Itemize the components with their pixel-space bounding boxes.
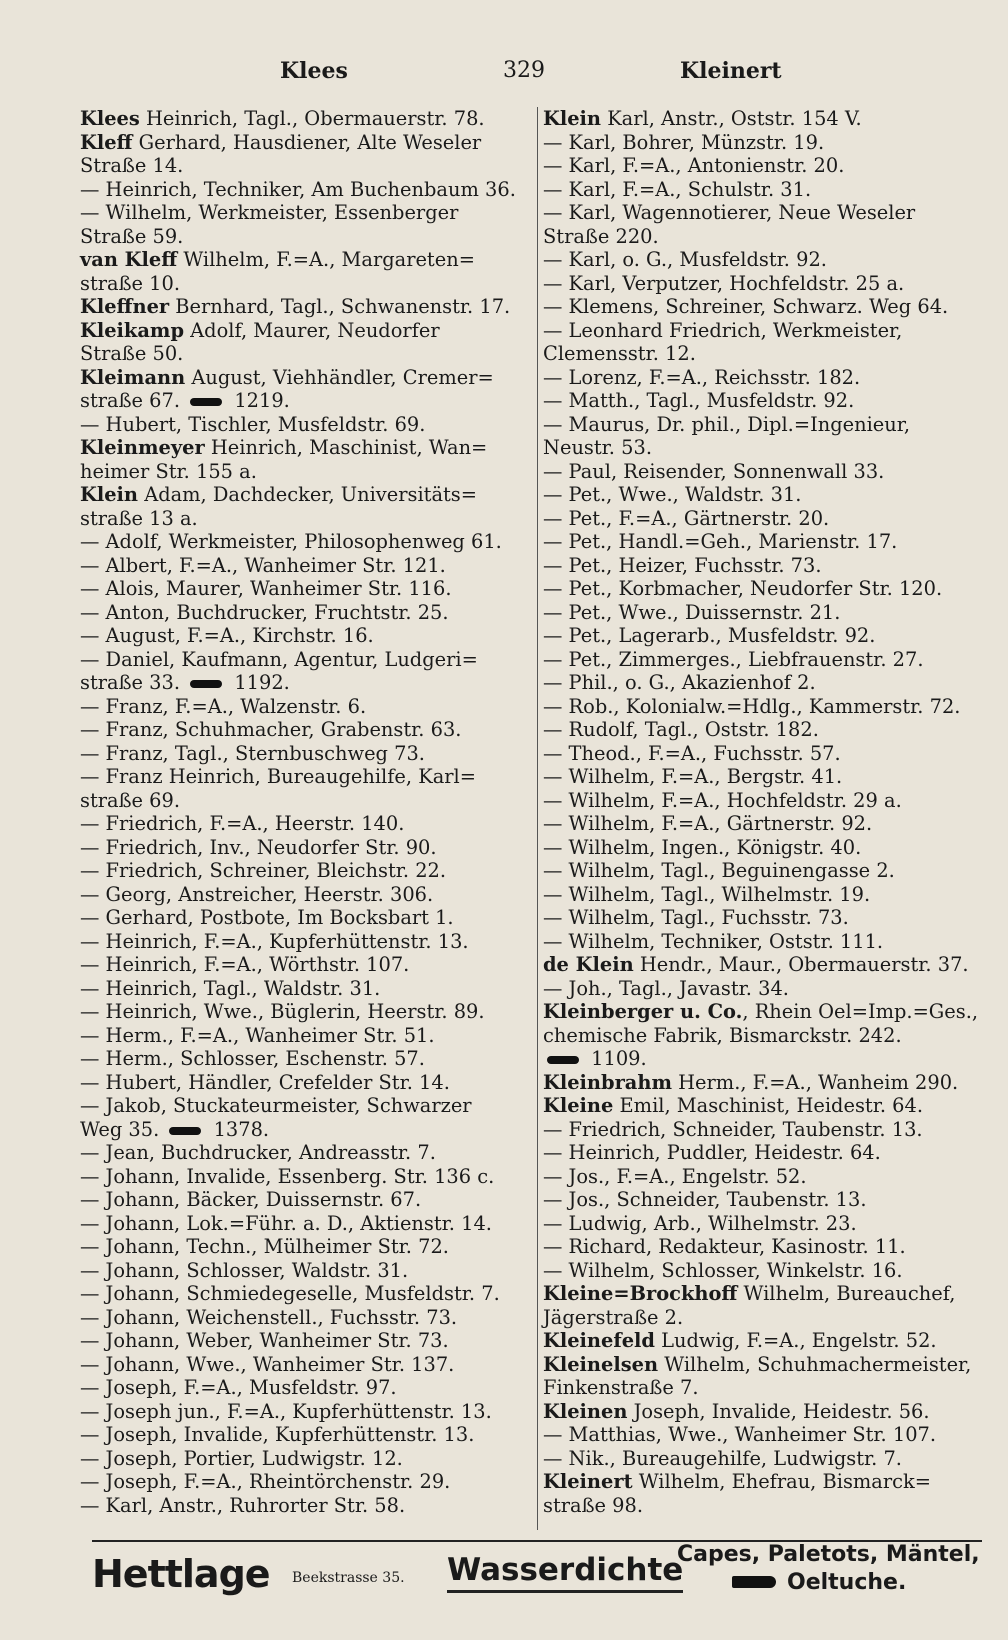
directory-entry xyxy=(543,789,983,813)
column-divider xyxy=(537,107,538,1530)
directory-entry xyxy=(80,1024,510,1048)
entry-line: — Heinrich, Techniker, Am Buchenbaum 36. xyxy=(80,177,516,201)
directory-entry xyxy=(80,131,510,178)
directory-entry xyxy=(543,742,983,766)
page-number: 329 xyxy=(503,58,545,83)
directory-entry xyxy=(80,624,510,648)
pointing-hand-icon xyxy=(732,1576,776,1588)
entry-surname: de Klein xyxy=(543,953,634,976)
page-header xyxy=(0,58,1008,98)
ad-slogan: Wasserdichte xyxy=(447,1552,683,1593)
entry-line: — Wilhelm, Tagl., Beguinengasse 2. xyxy=(543,859,895,882)
entry-line: Kleimann August, Viehhändler, Cremer= xyxy=(80,365,494,389)
entry-line: — Gerhard, Postbote, Im Bocksbart 1. xyxy=(80,906,454,929)
entry-line: Kleinmeyer Heinrich, Maschinist, Wan= xyxy=(80,436,488,459)
directory-entry xyxy=(80,1094,510,1141)
directory-entry xyxy=(543,107,983,131)
directory-entry xyxy=(543,1165,983,1189)
entry-line: — Joh., Tagl., Javastr. 34. xyxy=(543,976,789,1000)
entry-line: — Herm., Schlosser, Eschenstr. 57. xyxy=(80,1047,425,1070)
directory-entry xyxy=(80,1329,510,1353)
entry-line: — Rob., Kolonialw.=Hdlg., Kammerstr. 72. xyxy=(543,694,961,718)
directory-entry xyxy=(543,1118,983,1142)
entry-line: — Karl, o. G., Musfeldstr. 92. xyxy=(543,248,827,271)
directory-entry xyxy=(80,1447,510,1471)
directory-entry xyxy=(543,1470,983,1517)
entry-line: — Friedrich, F.=A., Heerstr. 140. xyxy=(80,812,405,835)
entry-line: — Johann, Wwe., Wanheimer Str. 137. xyxy=(80,1352,455,1376)
directory-entry xyxy=(543,389,983,413)
directory-entry xyxy=(543,695,983,719)
entry-line: — Pet., Heizer, Fuchsstr. 73. xyxy=(543,553,822,577)
directory-entry xyxy=(80,1188,510,1212)
directory-entry xyxy=(543,577,983,601)
left-column xyxy=(80,107,516,1517)
entry-line: Kleinefeld Ludwig, F.=A., Engelstr. 52. xyxy=(543,1329,937,1352)
directory-entry xyxy=(80,1000,510,1024)
entry-line: — Anton, Buchdrucker, Fruchtstr. 25. xyxy=(80,600,449,624)
directory-entry xyxy=(80,577,510,601)
entry-line: — Friedrich, Schreiner, Bleichstr. 22. xyxy=(80,859,447,882)
directory-entry xyxy=(543,154,983,178)
entry-line: — Pet., Korbmacher, Neudorfer Str. 120. xyxy=(543,577,943,600)
entry-line: Klein Karl, Anstr., Oststr. 154 V. xyxy=(543,107,862,130)
entry-line: — Pet., F.=A., Gärtnerstr. 20. xyxy=(543,506,830,530)
directory-entry xyxy=(543,201,983,248)
directory-entry xyxy=(80,295,510,319)
directory-entry xyxy=(543,507,983,531)
directory-entry xyxy=(80,1282,510,1306)
entry-line: van Kleff Wilhelm, F.=A., Margareten= xyxy=(80,248,475,271)
directory-entry xyxy=(543,765,983,789)
directory-entry xyxy=(80,1212,510,1236)
directory-entry xyxy=(543,1259,983,1283)
entry-line: — Franz, F.=A., Walzenstr. 6. xyxy=(80,694,367,718)
directory-entry xyxy=(543,836,983,860)
entry-line: — Wilhelm, Techniker, Oststr. 111. xyxy=(543,929,884,953)
entry-line: — Johann, Weichenstell., Fuchsstr. 73. xyxy=(80,1305,458,1329)
entry-line: — Karl, F.=A., Antonienstr. 20. xyxy=(543,154,845,177)
directory-entry xyxy=(543,906,983,930)
entry-line: — Karl, Wagennotierer, Neue Weseler xyxy=(543,201,916,224)
directory-entry xyxy=(543,248,983,272)
directory-entry xyxy=(543,483,983,507)
entry-line: — Johann, Schlosser, Waldstr. 31. xyxy=(80,1258,409,1282)
directory-entry xyxy=(80,107,510,131)
entry-line: — Jakob, Stuckateurmeister, Schwarzer xyxy=(80,1094,472,1117)
entry-line: Kleinert Wilhelm, Ehefrau, Bismarck= xyxy=(543,1470,931,1493)
directory-entry xyxy=(80,554,510,578)
entry-line: Weg 35. 1378. xyxy=(80,1117,270,1141)
entry-line: chemische Fabrik, Bismarckstr. 242. xyxy=(543,1023,902,1047)
entry-line: Straße 220. xyxy=(543,224,659,248)
directory-entry xyxy=(80,530,510,554)
entry-line: straße 33. 1192. xyxy=(80,671,290,694)
entry-line: — Wilhelm, Tagl., Fuchsstr. 73. xyxy=(543,906,849,929)
entry-line: — Karl, Verputzer, Hochfeldstr. 25 a. xyxy=(543,271,905,295)
directory-entry xyxy=(80,1259,510,1283)
entry-surname: Kleikamp xyxy=(80,318,184,342)
entry-line: — Pet., Handl.=Geh., Marienstr. 17. xyxy=(543,530,898,553)
entry-line: — Adolf, Werkmeister, Philosophenweg 61. xyxy=(80,530,502,553)
entry-surname: Kleimann xyxy=(80,365,186,389)
directory-entry xyxy=(543,883,983,907)
entry-surname: Kleinen xyxy=(543,1399,628,1423)
directory-entry xyxy=(543,1423,983,1447)
entry-surname: Kleinert xyxy=(543,1470,633,1493)
entry-line: Kleff Gerhard, Hausdiener, Alte Weseler xyxy=(80,130,482,154)
entry-line: — Friedrich, Schneider, Taubenstr. 13. xyxy=(543,1117,923,1141)
entry-line: — Daniel, Kaufmann, Agentur, Ludgeri= xyxy=(80,647,478,671)
advertisement xyxy=(92,1540,982,1602)
entry-line: — August, F.=A., Kirchstr. 16. xyxy=(80,624,374,647)
directory-entry xyxy=(80,953,510,977)
entry-line: straße 10. xyxy=(80,271,181,295)
entry-line: — Klemens, Schreiner, Schwarz. Weg 64. xyxy=(543,295,949,318)
directory-entry xyxy=(543,624,983,648)
directory-entry xyxy=(80,1400,510,1424)
directory-entry xyxy=(80,177,516,202)
entry-line: — Jos., Schneider, Taubenstr. 13. xyxy=(543,1188,867,1211)
entry-surname: Kleinelsen xyxy=(543,1352,659,1376)
directory-entry xyxy=(543,530,983,554)
entry-line: — Wilhelm, F.=A., Hochfeldstr. 29 a. xyxy=(543,788,902,812)
directory-entry xyxy=(543,295,983,319)
directory-entry xyxy=(80,1165,510,1189)
directory-entry xyxy=(543,1000,983,1071)
header-left-keyword: Klees xyxy=(280,58,348,84)
directory-entry xyxy=(543,554,983,578)
directory-entry xyxy=(80,718,510,742)
entry-line: Kleinberger u. Co., Rhein Oel=Imp.=Ges., xyxy=(543,1000,979,1023)
entry-line: — Heinrich, F.=A., Wörthstr. 107. xyxy=(80,953,410,976)
entry-line: — Maurus, Dr. phil., Dipl.=Ingenieur, xyxy=(543,412,911,436)
directory-entry xyxy=(543,1071,983,1095)
telephone-icon xyxy=(169,1127,201,1135)
entry-line: Straße 14. xyxy=(80,154,184,177)
entry-line: — Wilhelm, Werkmeister, Essenberger xyxy=(80,201,459,224)
entry-line: Kleffner Bernhard, Tagl., Schwanenstr. 17. xyxy=(80,295,511,318)
entry-line: — Paul, Reisender, Sonnenwall 33. xyxy=(543,459,885,483)
directory-entry xyxy=(543,859,983,883)
directory-entry xyxy=(543,601,983,625)
entry-surname: Kleinefeld xyxy=(543,1329,655,1352)
directory-entry xyxy=(543,1282,983,1329)
entry-line: Klees Heinrich, Tagl., Obermauerstr. 78. xyxy=(80,107,485,130)
entry-line: — Nik., Bureaugehilfe, Ludwigstr. 7. xyxy=(543,1446,902,1470)
directory-entry xyxy=(543,1141,983,1165)
entry-line: — Karl, Bohrer, Münzstr. 19. xyxy=(543,130,825,154)
entry-line: — Matth., Tagl., Musfeldstr. 92. xyxy=(543,389,855,412)
entry-line: — Hubert, Händler, Crefelder Str. 14. xyxy=(80,1070,450,1094)
directory-entry xyxy=(80,1353,510,1377)
entry-line: Jägerstraße 2. xyxy=(543,1305,684,1329)
directory-entry xyxy=(543,718,983,742)
directory-entry xyxy=(80,1047,510,1071)
entry-line: — Rudolf, Tagl., Oststr. 182. xyxy=(543,718,819,741)
directory-entry xyxy=(543,178,983,202)
directory-entry xyxy=(80,977,510,1001)
entry-line: straße 67. 1219. xyxy=(80,389,290,412)
directory-entry xyxy=(543,812,983,836)
entry-line: de Klein Hendr., Maur., Obermauerstr. 37. xyxy=(543,953,969,976)
directory-entry xyxy=(543,272,983,296)
entry-line: Straße 50. xyxy=(80,342,184,365)
entry-line: — Matthias, Wwe., Wanheimer Str. 107. xyxy=(543,1423,937,1446)
directory-entry xyxy=(543,460,983,484)
entry-line: — Johann, Invalide, Essenberg. Str. 136 c. xyxy=(80,1164,495,1188)
ad-street: Beekstrasse 35. xyxy=(292,1570,405,1586)
directory-entry xyxy=(543,1235,983,1259)
entry-line: — Albert, F.=A., Wanheimer Str. 121. xyxy=(80,553,446,577)
directory-entry xyxy=(543,1400,983,1424)
directory-entry xyxy=(80,906,510,930)
entry-line: — Herm., F.=A., Wanheimer Str. 51. xyxy=(80,1023,435,1047)
ad-products-line1: Capes, Paletots, Mäntel, xyxy=(677,1542,980,1567)
directory-entry xyxy=(80,648,510,695)
directory-entry xyxy=(80,695,510,719)
entry-line: Kleine=Brockhoff Wilhelm, Bureauchef, xyxy=(543,1282,956,1305)
directory-entry xyxy=(80,742,510,766)
entry-line: — Joseph jun., F.=A., Kupferhüttenstr. 13. xyxy=(80,1399,492,1423)
entry-surname: Kleine=Brockhoff xyxy=(543,1282,738,1305)
entry-line: Kleikamp Adolf, Maurer, Neudorfer xyxy=(80,318,440,342)
directory-entry xyxy=(543,977,983,1001)
entry-line: — Joseph, Portier, Ludwigstr. 12. xyxy=(80,1446,403,1470)
entry-line: — Hubert, Tischler, Musfeldstr. 69. xyxy=(80,412,426,436)
directory-entry xyxy=(80,601,510,625)
entry-line: — Jean, Buchdrucker, Andreasstr. 7. xyxy=(80,1141,436,1164)
directory-entry xyxy=(80,883,510,907)
directory-entry xyxy=(543,1447,983,1471)
directory-entry xyxy=(80,248,510,295)
entry-surname: Kleine xyxy=(543,1094,614,1117)
directory-entry xyxy=(543,1353,983,1400)
entry-line: straße 69. xyxy=(80,788,181,812)
entry-line: — Alois, Maurer, Wanheimer Str. 116. xyxy=(80,577,452,600)
directory-entry xyxy=(80,1494,510,1518)
entry-surname: Kleinmeyer xyxy=(80,436,205,459)
directory-entry xyxy=(543,1094,983,1118)
entry-line: — Ludwig, Arb., Wilhelmstr. 23. xyxy=(543,1211,857,1235)
directory-entry xyxy=(80,859,510,883)
entry-line: — Karl, Anstr., Ruhrorter Str. 58. xyxy=(80,1493,406,1517)
entry-surname: Kleinbrahm xyxy=(543,1070,672,1094)
directory-entry xyxy=(80,413,510,437)
directory-entry xyxy=(543,953,983,977)
directory-entry xyxy=(80,765,510,812)
directory-entry xyxy=(543,930,983,954)
directory-entry xyxy=(543,1329,983,1353)
entry-line: heimer Str. 155 a. xyxy=(80,459,257,483)
directory-entry xyxy=(543,1188,983,1212)
directory-entry xyxy=(80,1423,510,1447)
directory-entry xyxy=(543,671,983,695)
entry-line: — Heinrich, Wwe., Büglerin, Heerstr. 89. xyxy=(80,1000,485,1023)
entry-line: Klein Adam, Dachdecker, Universitäts= xyxy=(80,483,478,506)
entry-line: — Franz, Schuhmacher, Grabenstr. 63. xyxy=(80,718,462,741)
directory-entry xyxy=(543,648,983,672)
entry-line: straße 13 a. xyxy=(80,506,198,530)
directory-entry xyxy=(543,366,983,390)
entry-line: Neustr. 53. xyxy=(543,436,652,459)
entry-line: — Johann, Schmiedegeselle, Musfeldstr. 7. xyxy=(80,1282,500,1305)
entry-line: — Theod., F.=A., Fuchsstr. 57. xyxy=(543,741,841,765)
entry-line: — Heinrich, Puddler, Heidestr. 64. xyxy=(543,1141,881,1164)
entry-line: 1109. xyxy=(569,1047,983,1071)
ad-products-line2: Oeltuche. xyxy=(787,1570,907,1595)
entry-surname: van Kleff xyxy=(80,248,178,271)
entry-line: Finkenstraße 7. xyxy=(543,1376,699,1399)
entry-line: — Lorenz, F.=A., Reichsstr. 182. xyxy=(543,365,861,389)
directory-entry xyxy=(80,319,510,366)
entry-line: — Pet., Wwe., Waldstr. 31. xyxy=(543,483,802,506)
entry-line: Kleine Emil, Maschinist, Heidestr. 64. xyxy=(543,1094,923,1117)
directory-entry xyxy=(80,201,510,248)
telephone-icon xyxy=(190,398,222,406)
directory-entry xyxy=(80,436,510,483)
entry-surname: Klees xyxy=(80,107,140,130)
directory-entry xyxy=(80,483,510,530)
telephone-icon xyxy=(547,1056,579,1064)
entry-line: — Phil., o. G., Akazienhof 2. xyxy=(543,671,816,694)
entry-line: — Richard, Redakteur, Kasinostr. 11. xyxy=(543,1235,906,1258)
entry-surname: Kleffner xyxy=(80,295,170,318)
entry-line: Straße 59. xyxy=(80,224,184,248)
entry-surname: Kleinberger u. Co. xyxy=(543,1000,743,1023)
directory-entry xyxy=(543,413,983,460)
directory-entry xyxy=(80,1071,510,1095)
directory-entry xyxy=(543,131,983,155)
entry-line: — Joseph, F.=A., Musfeldstr. 97. xyxy=(80,1376,397,1399)
entry-line: — Franz Heinrich, Bureaugehilfe, Karl= xyxy=(80,765,476,788)
telephone-icon xyxy=(190,680,222,688)
entry-surname: Klein xyxy=(80,483,139,506)
directory-entry xyxy=(80,1470,510,1494)
entry-line: Kleinelsen Wilhelm, Schuhmachermeister, xyxy=(543,1352,972,1376)
entry-line: — Wilhelm, Ingen., Königstr. 40. xyxy=(543,835,862,859)
entry-line: — Wilhelm, F.=A., Bergstr. 41. xyxy=(543,765,843,788)
entry-line: — Joseph, Invalide, Kupferhüttenstr. 13. xyxy=(80,1423,475,1446)
entry-line: straße 98. xyxy=(543,1493,644,1517)
directory-entry xyxy=(543,1212,983,1236)
entry-line: — Johann, Techn., Mülheimer Str. 72. xyxy=(80,1235,449,1258)
entry-line: — Friedrich, Inv., Neudorfer Str. 90. xyxy=(80,835,437,859)
entry-line: Clemensstr. 12. xyxy=(543,342,696,365)
entry-line: — Georg, Anstreicher, Heerstr. 306. xyxy=(80,882,434,906)
directory-entry xyxy=(80,812,510,836)
entry-surname: Kleff xyxy=(80,130,133,154)
directory-entry xyxy=(80,836,510,860)
entry-line: — Jos., F.=A., Engelstr. 52. xyxy=(543,1164,807,1188)
directory-entry xyxy=(80,1141,510,1165)
entry-line: — Leonhard Friedrich, Werkmeister, xyxy=(543,318,903,342)
directory-entry xyxy=(80,1376,510,1400)
directory-entry xyxy=(543,319,983,366)
entry-line: — Johann, Lok.=Führ. a. D., Aktienstr. 14. xyxy=(80,1211,492,1235)
entry-line: — Wilhelm, F.=A., Gärtnerstr. 92. xyxy=(543,812,873,835)
entry-line: — Franz, Tagl., Sternbuschweg 73. xyxy=(80,741,425,765)
entry-line: — Johann, Weber, Wanheimer Str. 73. xyxy=(80,1329,449,1352)
ad-brand: Hettlage xyxy=(92,1552,270,1596)
entry-line: Kleinen Joseph, Invalide, Heidestr. 56. xyxy=(543,1399,930,1423)
entry-line: — Karl, F.=A., Schulstr. 31. xyxy=(543,177,812,201)
entry-line: — Wilhelm, Schlosser, Winkelstr. 16. xyxy=(543,1258,903,1282)
directory-entry xyxy=(80,1306,510,1330)
entry-surname: Klein xyxy=(543,107,602,130)
entry-line: — Pet., Lagerarb., Musfeldstr. 92. xyxy=(543,624,876,647)
directory-entry xyxy=(80,930,510,954)
header-right-keyword: Kleinert xyxy=(680,58,782,84)
entry-line: — Heinrich, Tagl., Waldstr. 31. xyxy=(80,976,381,1000)
entry-line: — Johann, Bäcker, Duissernstr. 67. xyxy=(80,1188,422,1211)
entry-line: — Joseph, F.=A., Rheintörchenstr. 29. xyxy=(80,1470,451,1493)
directory-entry xyxy=(80,366,510,413)
entry-line: — Wilhelm, Tagl., Wilhelmstr. 19. xyxy=(543,882,871,906)
directory-entry xyxy=(80,1235,510,1259)
entry-line: — Pet., Zimmerges., Liebfrauenstr. 27. xyxy=(543,647,924,671)
entry-line: — Pet., Wwe., Duissernstr. 21. xyxy=(543,600,841,624)
entry-line: Kleinbrahm Herm., F.=A., Wanheim 290. xyxy=(543,1070,959,1094)
entry-line: — Heinrich, F.=A., Kupferhüttenstr. 13. xyxy=(80,929,469,953)
right-column xyxy=(543,107,983,1517)
